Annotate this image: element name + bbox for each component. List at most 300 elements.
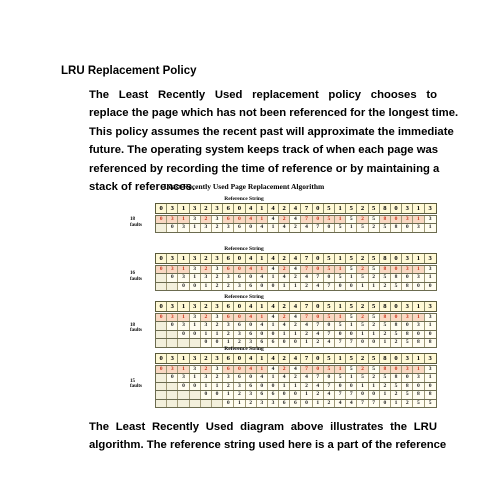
reference-cell: 3 (212, 354, 223, 363)
frame-cell: 1 (279, 383, 290, 390)
frame-cell: 5 (369, 266, 380, 273)
frame-cell: 2 (402, 400, 413, 407)
reference-cell: 2 (279, 254, 290, 263)
reference-cell: 2 (357, 354, 368, 363)
frame-cell: 3 (212, 366, 223, 373)
frame-cell: 4 (279, 274, 290, 281)
frame-cell: 0 (212, 339, 223, 346)
frame-cell: 5 (346, 366, 357, 373)
frame-cell: 0 (313, 216, 324, 223)
frame-cell: 6 (268, 391, 279, 398)
frame-cell: 1 (335, 266, 346, 273)
frame-cell: 3 (201, 374, 212, 381)
frame-table (155, 265, 437, 291)
frame-cell: 1 (268, 374, 279, 381)
fault-word: faults (130, 276, 142, 282)
frame-cell: 4 (313, 331, 324, 338)
frame-row (155, 322, 437, 330)
frame-cell (178, 391, 189, 398)
reference-cell: 1 (413, 204, 424, 213)
fault-word: faults (130, 384, 142, 389)
frame-cell: 5 (391, 383, 402, 390)
reference-cell: 1 (413, 254, 424, 263)
frame-cell: 2 (357, 266, 368, 273)
frame-cell: 3 (223, 374, 234, 381)
frame-cell: 8 (402, 283, 413, 290)
frame-cell: 0 (201, 391, 212, 398)
frame-cell: 7 (324, 383, 335, 390)
frame-cell: 2 (369, 224, 380, 231)
frame-cell: 4 (279, 322, 290, 329)
frame-cell: 7 (346, 339, 357, 346)
frame-cell: 4 (246, 216, 257, 223)
frame-cell: 4 (246, 266, 257, 273)
frame-cell: 7 (324, 331, 335, 338)
frame-cell: 5 (324, 366, 335, 373)
frame-cell: 0 (156, 314, 167, 321)
frame-cell: 0 (246, 374, 257, 381)
frame-cell: 1 (335, 216, 346, 223)
frame-cell: 4 (313, 283, 324, 290)
frame-cell: 4 (268, 366, 279, 373)
frame-cell: 2 (357, 216, 368, 223)
reference-cell: 4 (268, 254, 279, 263)
reference-cell: 0 (234, 254, 245, 263)
reference-cell: 2 (279, 354, 290, 363)
frame-cell: 3 (201, 224, 212, 231)
frame-cell: 2 (279, 266, 290, 273)
frame-cell: 1 (313, 400, 324, 407)
frame-cell: 0 (246, 322, 257, 329)
frame-cell (178, 400, 189, 407)
frame-cell: 1 (357, 283, 368, 290)
frame-cell: 3 (413, 274, 424, 281)
frame-cell (156, 224, 167, 231)
frame-cell: 7 (324, 283, 335, 290)
frame-cell: 3 (413, 322, 424, 329)
frame-cell: 5 (357, 224, 368, 231)
reference-string-row (155, 301, 437, 312)
frame-cell: 2 (380, 383, 391, 390)
frame-cell: 4 (301, 374, 312, 381)
frame-cell: 5 (335, 374, 346, 381)
frame-cell: 8 (428, 339, 432, 346)
frame-cell: 4 (268, 314, 279, 321)
frame-cell: 2 (313, 391, 324, 398)
reference-cell: 8 (380, 354, 391, 363)
frame-cell: 0 (324, 322, 335, 329)
frame-cell: 5 (346, 314, 357, 321)
frame-cell: 1 (234, 400, 245, 407)
reference-cell: 5 (369, 302, 380, 311)
frame-cell: 0 (156, 216, 167, 223)
frame-cell: 4 (301, 322, 312, 329)
paragraph-line: stack of references. (89, 181, 196, 194)
frame-cell: 5 (369, 216, 380, 223)
frame-cell: 6 (223, 266, 234, 273)
frame-cell: 5 (335, 322, 346, 329)
frame-cell: 3 (223, 322, 234, 329)
reference-cell: 3 (212, 254, 223, 263)
reference-cell: 1 (178, 254, 189, 263)
frame-cell: 1 (391, 400, 402, 407)
frame-cell: 3 (428, 266, 432, 272)
frame-cell: 2 (279, 314, 290, 321)
frame-table (155, 313, 437, 348)
frame-cell: 0 (391, 266, 402, 273)
intro-paragraph (61, 86, 459, 196)
frame-row (155, 313, 437, 322)
reference-cell: 3 (402, 254, 413, 263)
frame-cell: 0 (391, 216, 402, 223)
frame-cell: 0 (167, 374, 178, 381)
reference-cell: 2 (357, 302, 368, 311)
frame-cell: 3 (212, 266, 223, 273)
frame-cell: 0 (313, 266, 324, 273)
frame-cell: 1 (413, 266, 424, 273)
frame-cell: 8 (391, 224, 402, 231)
frame-cell: 3 (167, 366, 178, 373)
frame-cell: 4 (279, 224, 290, 231)
reference-cell: 1 (178, 302, 189, 311)
frame-cell: 1 (178, 314, 189, 321)
frame-cell: 7 (335, 391, 346, 398)
frame-cell: 5 (335, 224, 346, 231)
frame-cell: 2 (212, 224, 223, 231)
reference-cell: 5 (346, 354, 357, 363)
frame-cell: 3 (201, 322, 212, 329)
frame-cell (156, 322, 167, 329)
frame-cell (167, 283, 178, 290)
reference-string-label: Reference String (224, 196, 264, 202)
frame-cell: 0 (324, 224, 335, 231)
frame-cell: 5 (428, 399, 432, 406)
frame-cell: 2 (369, 274, 380, 281)
paragraph-line: future. The operating system keeps track of when each page was (89, 144, 439, 157)
frame-cell: 1 (212, 383, 223, 390)
reference-cell: 0 (391, 204, 402, 213)
frame-cell: 5 (391, 283, 402, 290)
frame-cell (156, 391, 167, 398)
frame-cell: 1 (223, 339, 234, 346)
fault-word: faults (130, 328, 142, 334)
frame-cell: 6 (223, 216, 234, 223)
frame-cell: 0 (335, 383, 346, 390)
reference-string-label: Reference String (224, 346, 264, 352)
frame-cell: 0 (268, 331, 279, 338)
frame-cell: 1 (357, 331, 368, 338)
frame-cell: 6 (268, 339, 279, 346)
frame-cell: 6 (223, 314, 234, 321)
frame-cell: 2 (290, 374, 301, 381)
reference-cell: 3 (167, 204, 178, 213)
reference-cell: 3 (428, 355, 432, 362)
frame-cell: 5 (380, 374, 391, 381)
reference-cell: 1 (413, 302, 424, 311)
frame-cell (156, 374, 167, 381)
frame-cell: 3 (402, 314, 413, 321)
frame-cell: 0 (178, 383, 189, 390)
frame-cell: 0 (391, 314, 402, 321)
frame-cell: 0 (234, 314, 245, 321)
frame-row (155, 265, 437, 274)
frame-cell: 0 (369, 391, 380, 398)
reference-cell: 1 (335, 254, 346, 263)
frame-cell: 1 (290, 331, 301, 338)
reference-cell: 3 (212, 204, 223, 213)
reference-cell: 4 (290, 354, 301, 363)
frame-cell: 6 (279, 400, 290, 407)
frame-cell: 4 (246, 314, 257, 321)
fault-number: 18 (130, 217, 135, 223)
frame-cell: 0 (402, 274, 413, 281)
explanation-paragraph (61, 418, 447, 455)
frame-cell: 2 (201, 314, 212, 321)
reference-cell: 3 (402, 302, 413, 311)
reference-string-label: Reference String (224, 246, 264, 252)
frame-cell: 5 (402, 391, 413, 398)
frame-cell: 2 (301, 331, 312, 338)
frame-cell: 0 (212, 391, 223, 398)
frame-cell: 0 (167, 274, 178, 281)
frame-cell: 5 (369, 314, 380, 321)
frame-cell: 2 (290, 274, 301, 281)
frame-cell: 5 (324, 266, 335, 273)
frame-cell: 4 (290, 216, 301, 223)
frame-cell: 1 (369, 283, 380, 290)
frame-cell: 5 (357, 274, 368, 281)
frame-cell: 4 (290, 366, 301, 373)
frame-cell: 0 (346, 331, 357, 338)
frame-cell: 0 (156, 266, 167, 273)
reference-cell: 8 (380, 254, 391, 263)
frame-cell: 3 (167, 266, 178, 273)
frame-cell: 5 (391, 331, 402, 338)
lru-diagram-figure (124, 182, 432, 406)
frame-cell: 5 (369, 366, 380, 373)
frame-cell: 8 (402, 331, 413, 338)
frame-cell: 7 (313, 274, 324, 281)
frame-cell: 0 (290, 391, 301, 398)
frame-cell: 5 (402, 339, 413, 346)
reference-cell: 3 (402, 204, 413, 213)
fault-word: faults (130, 222, 142, 228)
frame-cell: 0 (346, 283, 357, 290)
frame-cell (156, 383, 167, 390)
frame-cell: 2 (212, 374, 223, 381)
frame-cell: 1 (380, 339, 391, 346)
frame-cell: 7 (313, 374, 324, 381)
frame-cell: 0 (257, 331, 268, 338)
frame-cell: 3 (257, 400, 268, 407)
frame-cell: 0 (402, 322, 413, 329)
reference-cell: 0 (156, 254, 167, 263)
reference-cell: 6 (223, 354, 234, 363)
frame-cell (156, 331, 167, 338)
frame-cell: 3 (246, 339, 257, 346)
frame-cell: 2 (380, 283, 391, 290)
frame-cell: 1 (369, 383, 380, 390)
frame-cell: 6 (257, 391, 268, 398)
frame-cell: 1 (190, 374, 201, 381)
frame-cell: 1 (201, 283, 212, 290)
frame-cell: 0 (357, 391, 368, 398)
frame-cell: 6 (246, 283, 257, 290)
frame-cell: 3 (402, 366, 413, 373)
frame-cell: 1 (357, 383, 368, 390)
reference-cell: 0 (234, 302, 245, 311)
frame-cell: 3 (402, 216, 413, 223)
frame-cell: 2 (201, 366, 212, 373)
frame-table (155, 215, 437, 233)
frame-cell: 3 (178, 322, 189, 329)
reference-cell: 1 (257, 204, 268, 213)
frame-cell: 2 (279, 366, 290, 373)
reference-cell: 4 (246, 254, 257, 263)
frame-cell: 0 (428, 382, 432, 389)
reference-cell: 3 (212, 302, 223, 311)
frame-cell: 0 (369, 339, 380, 346)
fault-number: 15 (130, 378, 135, 384)
reference-cell: 0 (313, 302, 324, 311)
frame-cell: 0 (167, 322, 178, 329)
frame-cell: 3 (223, 224, 234, 231)
reference-cell: 5 (369, 354, 380, 363)
reference-cell: 0 (156, 354, 167, 363)
paragraph-line: This policy assumes the recent past will approximate the immediate (89, 125, 454, 138)
frame-cell: 6 (246, 331, 257, 338)
frame-cell: 6 (223, 366, 234, 373)
frame-cell: 8 (428, 391, 432, 398)
frame-cell: 8 (413, 339, 424, 346)
frame-cell: 0 (301, 400, 312, 407)
frame-row (155, 331, 437, 339)
fault-count (130, 271, 142, 282)
frame-cell: 2 (234, 339, 245, 346)
frame-cell: 5 (357, 322, 368, 329)
reference-cell: 5 (324, 254, 335, 263)
frame-cell: 0 (335, 283, 346, 290)
frame-cell: 3 (223, 274, 234, 281)
fault-count (130, 217, 142, 228)
frame-cell: 2 (301, 283, 312, 290)
paragraph-line: algorithm. The reference string used here is a part of the reference (89, 439, 447, 452)
frame-cell (201, 400, 212, 407)
reference-cell: 3 (190, 254, 201, 263)
frame-cell: 1 (268, 224, 279, 231)
reference-cell: 1 (257, 302, 268, 311)
frame-cell: 1 (190, 224, 201, 231)
frame-cell: 3 (212, 314, 223, 321)
paragraph-line: The Least Recently Used diagram above illustrates the LRU (89, 421, 437, 433)
reference-cell: 0 (156, 302, 167, 311)
reference-cell: 5 (369, 254, 380, 263)
reference-cell: 5 (324, 204, 335, 213)
reference-string-row (155, 203, 437, 214)
fault-count (130, 323, 142, 334)
reference-cell: 1 (178, 204, 189, 213)
frame-cell: 4 (301, 224, 312, 231)
frame-cell: 0 (335, 331, 346, 338)
frame-cell: 2 (223, 283, 234, 290)
frame-cell: 0 (190, 283, 201, 290)
frame-cell: 7 (301, 216, 312, 223)
frame-cell: 1 (335, 314, 346, 321)
reference-cell: 0 (156, 204, 167, 213)
reference-cell: 3 (167, 354, 178, 363)
frame-cell: 0 (268, 283, 279, 290)
frame-cell (212, 400, 223, 407)
frame-cell: 0 (402, 224, 413, 231)
frame-cell: 2 (212, 274, 223, 281)
frame-cell: 7 (357, 400, 368, 407)
frame-cell: 6 (246, 383, 257, 390)
frame-cell: 1 (201, 331, 212, 338)
frame-cell: 7 (346, 391, 357, 398)
frame-cell: 0 (167, 224, 178, 231)
frame-cell: 8 (391, 374, 402, 381)
frame-cell: 1 (346, 224, 357, 231)
frame-cell: 1 (346, 322, 357, 329)
frame-cell: 3 (234, 283, 245, 290)
reference-cell: 0 (391, 354, 402, 363)
frame-cell: 4 (257, 374, 268, 381)
frame-cell: 1 (380, 391, 391, 398)
frame-row (155, 274, 437, 282)
frame-cell: 0 (268, 383, 279, 390)
reference-cell: 2 (201, 204, 212, 213)
frame-row (155, 391, 437, 399)
frame-cell: 1 (279, 283, 290, 290)
reference-cell: 0 (313, 254, 324, 263)
frame-cell (167, 331, 178, 338)
frame-cell: 4 (313, 383, 324, 390)
frame-cell: 5 (324, 314, 335, 321)
reference-cell: 1 (335, 302, 346, 311)
frame-cell: 2 (212, 322, 223, 329)
frame-cell: 7 (301, 266, 312, 273)
frame-cell: 7 (313, 224, 324, 231)
reference-cell: 7 (301, 204, 312, 213)
frame-cell: 0 (246, 274, 257, 281)
frame-cell: 4 (268, 216, 279, 223)
frame-cell: 3 (190, 216, 201, 223)
frame-cell: 8 (391, 322, 402, 329)
reference-cell: 0 (313, 354, 324, 363)
frame-cell: 0 (201, 339, 212, 346)
frame-cell: 4 (268, 266, 279, 273)
frame-cell: 0 (413, 383, 424, 390)
fault-number: 16 (130, 271, 135, 277)
frame-cell: 1 (290, 383, 301, 390)
frame-cell: 1 (428, 224, 432, 231)
frame-cell: 1 (413, 216, 424, 223)
reference-string-row (155, 353, 437, 364)
frame-cell: 0 (313, 366, 324, 373)
reference-cell: 1 (335, 354, 346, 363)
frame-cell: 3 (428, 216, 432, 222)
frame-cell: 0 (246, 224, 257, 231)
frame-cell: 0 (156, 366, 167, 373)
frame-cell: 1 (268, 274, 279, 281)
frame-cell: 8 (380, 216, 391, 223)
frame-cell: 8 (380, 266, 391, 273)
frame-cell: 3 (201, 274, 212, 281)
reference-cell: 8 (380, 204, 391, 213)
paragraph-line: The Least Recently Used replacement policy chooses to (89, 89, 437, 101)
frame-cell: 5 (380, 224, 391, 231)
frame-row (155, 215, 437, 224)
